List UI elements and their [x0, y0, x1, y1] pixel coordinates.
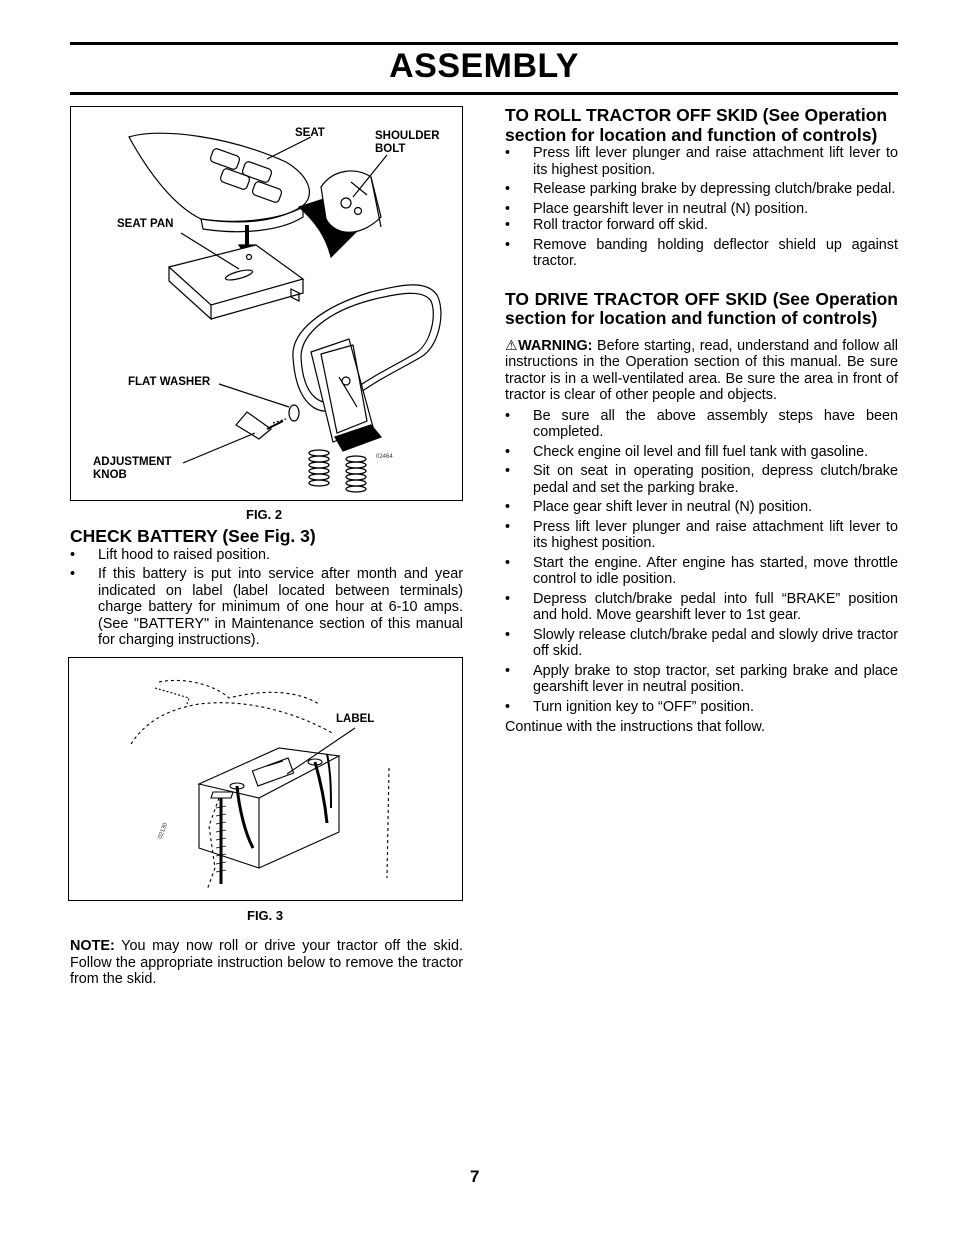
- check-battery-heading: CHECK BATTERY (See Fig. 3): [70, 526, 316, 546]
- flat-washer-label: FLAT WASHER: [128, 376, 211, 388]
- warning-paragraph: [505, 337, 898, 404]
- list-item: • Be sure all the above assembly steps have been completed.: [505, 408, 898, 441]
- warning-icon: ⚠: [505, 336, 519, 353]
- closing-text: Continue with the instructions that follow.: [505, 719, 765, 735]
- list-item: • Start the engine. After engine has started, move throttle control to idle position.: [505, 555, 898, 588]
- roll-off-heading: TO ROLL TRACTOR OFF SKID (See Operation section for location and function of controls): [505, 105, 888, 145]
- label-callout: LABEL: [336, 713, 375, 725]
- list-item: • Turn ignition key to “OFF” position.: [505, 699, 898, 716]
- title-underline: [70, 92, 898, 95]
- figure-3: [68, 657, 463, 901]
- figure-code: 02464: [376, 454, 393, 460]
- list-item: • Release parking brake by depressing clutch/brake pedal.: [505, 181, 898, 198]
- list-item: • Sit on seat in operating position, depress clutch/brake pedal and set the parking brake.: [505, 463, 898, 496]
- figure-2-caption: FIG. 2: [246, 507, 283, 522]
- drive-off-heading: TO DRIVE TRACTOR OFF SKID (See Operation section for location and function of controls): [505, 288, 898, 328]
- list-item: • Press lift lever plunger and raise attachment lift lever to its highest position.: [505, 519, 898, 552]
- list-item: • Slowly release clutch/brake pedal and slowly drive tractor off skid.: [505, 627, 898, 660]
- seat-assembly-illustration: [71, 107, 464, 502]
- list-item: • If this battery is put into service after month and year indicated on label (label located between terminals) charge battery for minimum of one hour at 6-10 amps. (See "BATTERY" in Maintenance section of this manual for charging instructions).: [70, 566, 463, 649]
- shoulder-bolt-label: SHOULDER BOLT: [375, 130, 440, 155]
- top-rule: [70, 42, 898, 45]
- list-item: • Remove banding holding deflector shield up against tractor.: [505, 237, 898, 270]
- page-number: 7: [470, 1167, 480, 1186]
- list-item: • Check engine oil level and fill fuel tank with gasoline.: [505, 444, 898, 461]
- warning-text: Before starting, read, understand and follow all instructions in the Operation section of this manual. Be sure tractor is in a well-ventilated area. Be sure the area in front of tractor is clear of other people and objects.: [505, 337, 898, 403]
- note-prefix: NOTE:: [70, 938, 115, 954]
- figure-3-caption: FIG. 3: [247, 908, 284, 923]
- adjustment-knob-label: ADJUSTMENT KNOB: [93, 456, 172, 481]
- seat-label: SEAT: [295, 127, 325, 139]
- note-paragraph: [70, 938, 463, 988]
- check-battery-section: [70, 527, 463, 649]
- list-item: • Place gear shift lever in neutral (N) position.: [505, 499, 898, 516]
- roll-off-list: [505, 145, 898, 270]
- list-item: • Lift hood to raised position.: [70, 547, 463, 564]
- page-title: ASSEMBLY: [389, 47, 579, 85]
- list-item: • Depress clutch/brake pedal into full “BRAKE” position and hold. Move gearshift lever to 1st gear.: [505, 591, 898, 624]
- check-battery-list: [70, 547, 463, 649]
- warning-prefix: WARNING:: [518, 337, 593, 354]
- battery-illustration: [69, 658, 464, 902]
- figure-code: 02130: [157, 822, 170, 840]
- seat-pan-label: SEAT PAN: [117, 218, 174, 230]
- figure-2: [70, 106, 463, 501]
- list-item: • Apply brake to stop tractor, set parking brake and place gearshift lever in neutral position.: [505, 663, 898, 696]
- right-column: [505, 106, 898, 736]
- note-text: You may now roll or drive your tractor off the skid. Follow the appropriate instruction below to remove the tractor from the skid.: [70, 938, 463, 987]
- list-item: • Press lift lever plunger and raise attachment lift lever to its highest position.: [505, 145, 898, 178]
- list-item: • Place gearshift lever in neutral (N) position.: [505, 201, 898, 218]
- list-item: • Roll tractor forward off skid.: [505, 217, 898, 234]
- drive-off-list: [505, 408, 898, 716]
